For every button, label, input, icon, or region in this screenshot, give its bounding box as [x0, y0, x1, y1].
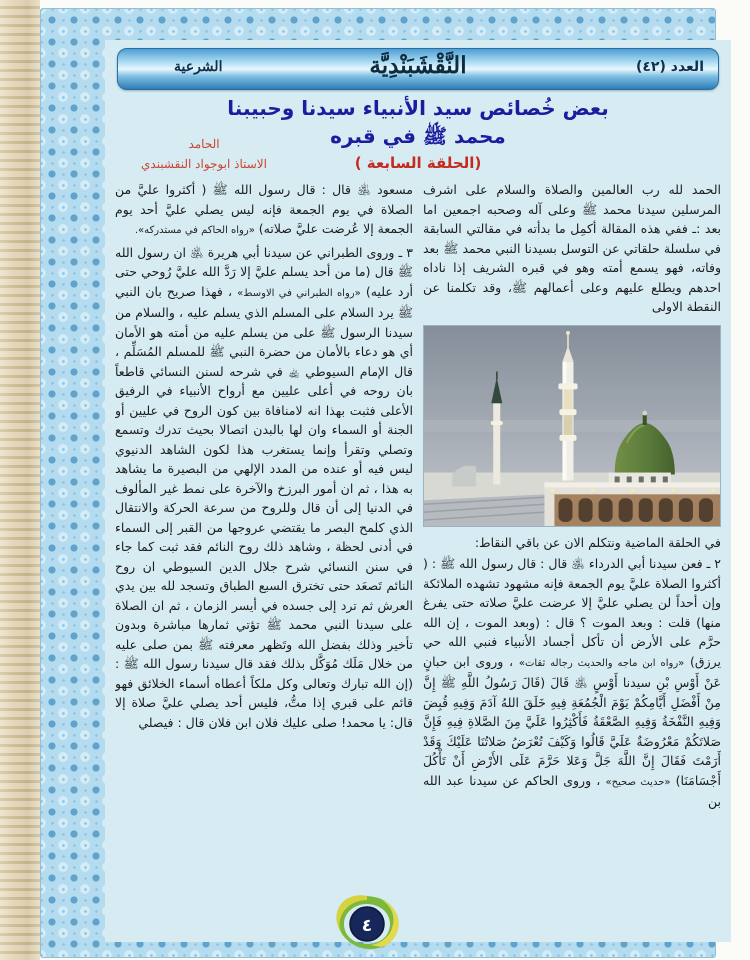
article-title-line1: بعض خُصائص سيد الأنبياء سيدنا وحبيبنا — [227, 96, 609, 120]
mosque-illustration — [424, 326, 720, 526]
page-number-text: ٤ — [361, 916, 373, 936]
point2-text: ٢ ـ فعن سيدنا أبي الدرداء ﵁ قال : قال رسول الله ﷺ : ( أكثروا الصلاة عليَّ يوم الجمعة فإنه مشهود تشهده الملائكة وإن أحداً لن يصلي عليَّ إلا عرضت عليَّ صلاته حتى يفرغ منها) قلت : وبعد الموت ؟ قال : (وبعد الموت ، إن الله حرَّم على الأرض أن تأكل أجساد الأنبياء فنبي الله حي يرزق) — [423, 556, 721, 669]
section-name: الشرعية — [174, 59, 223, 75]
point2-paragraph — [423, 554, 721, 812]
point3-paragraph — [115, 243, 413, 733]
column-left — [115, 180, 413, 938]
point3-text: ٣ ـ وروى الطبراني عن سيدنا أبي هريرة ﵁ ان رسول الله ﷺ قال (ما من أحد يسلم عليَّ إلا رَدَّ الله عليَّ رُوحي حتى أرد عليه) — [115, 244, 413, 299]
page-content — [105, 40, 731, 942]
page-number-ornament — [330, 892, 404, 956]
ornamental-border-frame — [40, 8, 721, 958]
column-right-tail: ، وروى الحاكم عن سيدنا عبد الله بن — [423, 772, 721, 809]
hadith-citation-2: «حديث صحيح» — [605, 776, 671, 788]
author-line1: الحامد — [188, 137, 220, 151]
after-photo-line: في الحلقة الماضية ونتكلم الان عن باقي النقاط: — [474, 534, 721, 550]
article-title-line2: محمد ﷺ في قبره — [330, 124, 506, 148]
article-columns — [115, 180, 721, 938]
episode-subtitle: (الحلقة السابعة ) — [354, 154, 482, 172]
mosque-photo — [423, 325, 721, 527]
masoud-hadith-paragraph — [115, 180, 413, 241]
author-signature — [119, 134, 289, 175]
tabarani-citation: «رواه الطبراني في الاوسط» — [237, 287, 361, 299]
intro-paragraph: الحمد لله رب العالمين والصلاة والسلام على اشرف المرسلين سيدنا محمد ﷺ وعلى آله وصحبه اجمعين اما بعد :ـ ففي هذه المقالة أكمِل ما بدأته في مقالتي السابقة في سلسلة حلقاتي عن التوسل بسيدنا النبي محمد ﷺ بعد وفاته، فهو يسمع أمته وهو في قبره الشريف إذا ناداه احدهم ويطلع عليهم وعلى أعمالهم ﷺ، وقد تكلمنا عن النقطة الاولى — [423, 182, 721, 314]
masoud-citation: «رواه الحاكم في مستدركه». — [134, 225, 255, 236]
hadith-citation-1: «رواه ابن ماجه والحديث رجاله ثقات» — [518, 657, 685, 669]
magazine-title: النَّقْشَبَنْدِيَّة — [369, 52, 467, 79]
header-bar — [117, 48, 719, 90]
point3-continuation: ، فهذا صريح بان النبي ﷺ يرد السلام على المسلم الذي يسلم عليه ، والسلام من سيدنا الرسول ﷺ على من يسلم عليه من أمته هو الأمان أي هو دعاء بالأمان من حضرة النبي ﷺ للمسلم المُسَلِّم ، قال الإمام السيوطي ﵀ في شرحه لسنن النسائي قاطعاً بان روحه في أعلى عليين مع أرواح الأنبياء في الرفيق الأعلى فثبت بهذا انه لامنافاة بين كون الروح في عليين أو الجنة أو السماء وان لها بالبدن اتصالا بحيث تدرك وتسمع وتصلي وتقرأ وإنما يستغرب هذا لكون الشاهد الدنيوي ليس فيه أو عنده من المدد الإلهي من البصيرة ما يشاهد به هذا ، ثم ان أمور البرزخ والآخرة على نمط غير المألوف في الدنيا إلى أن قال وللروح من سرعة الحركة والانتقال الذي كلمح البصر ما يقتضي عروجها من القبر إلى السماء في أدنى لحظة ، وشاهد ذلك روح النائم فقد ثبت كما جاء في سنن النسائي شرح جلال الدين السيوطي ان روح النائم تَصعَد حتى تخترق السبع الطباق وتسجد لله بين يدي العرش ثم ترد إلى جسده في أيسر الزمان ، ثم ان الصلاة على سيدنا النبي محمد ﷺ تؤتي ثمارها مباشرة وبدون تأخير وذلك بفضل الله وتَظهر معرفته ﷺ بمن صلى عليه من خلال مَلَك مُوَكَّل بذلك فقد قال سيدنا رسول الله ﷺ : (إن الله تبارك وتعالى وكل ملكاً أعطاه أسماء الخلائق فهو قائم على قبري إذا متُّ، فليس أحد يصلي عليَّ صلاة إلا قال: يا محمد! صلى عليك فلان ابن فلان قال : فيصلي — [115, 283, 413, 730]
issue-number: العدد (٤٢) — [635, 59, 704, 75]
page-number-swirl-icon — [330, 892, 404, 956]
column-right — [423, 180, 721, 938]
masoud-hadith-text: مسعود ﵁ قال : قال رسول الله ﷺ ( أكثروا عليَّ من الصلاة في يوم الجمعة فإنه ليس يصلي عليَّ أحد يوم الجمعة إلا عُرضت عليَّ صلاته) — [115, 182, 413, 236]
scanned-book-edge — [0, 0, 40, 960]
author-line2: الاستاذ ابوجواد النقشبندي — [141, 157, 267, 172]
hadith-aws-text: ، وروى ابن حبانٍ عَنْ أَوْسِ بْنِ سيدنا أَوْسٍ ﵁ قَالَ (قَالَ رَسُولُ اللَّهِ ﷺ إِنَّ مِنْ أَفْضَلِ أَيَّامِكُمْ يَوْمَ الْجُمُعَةِ فِيهِ خَلَقَ اللهُ آدَمَ وَفِيهِ قُبِضَ وَفِيهِ النَّفْخَةُ وَفِيهِ الصَّعْقَةُ فَأَكْثِرُوا عَلَيَّ مِنَ الصَّلاةِ فِيهِ فَإِنَّ صَلاتَكُمْ مَعْرُوضَةٌ عَلَيَّ قَالُوا وَكَيْفَ تُعْرَضُ صَلاتُنَا عَلَيْكَ وَقَدْ أَرَمْتَ فَقَالَ إِنَّ اللَّهَ جَلَّ وَعَلا حَرَّمَ عَلَى الأَرْضِ أَنْ تَأْكُلَ أَجْسَامَنَا) — [423, 653, 721, 788]
